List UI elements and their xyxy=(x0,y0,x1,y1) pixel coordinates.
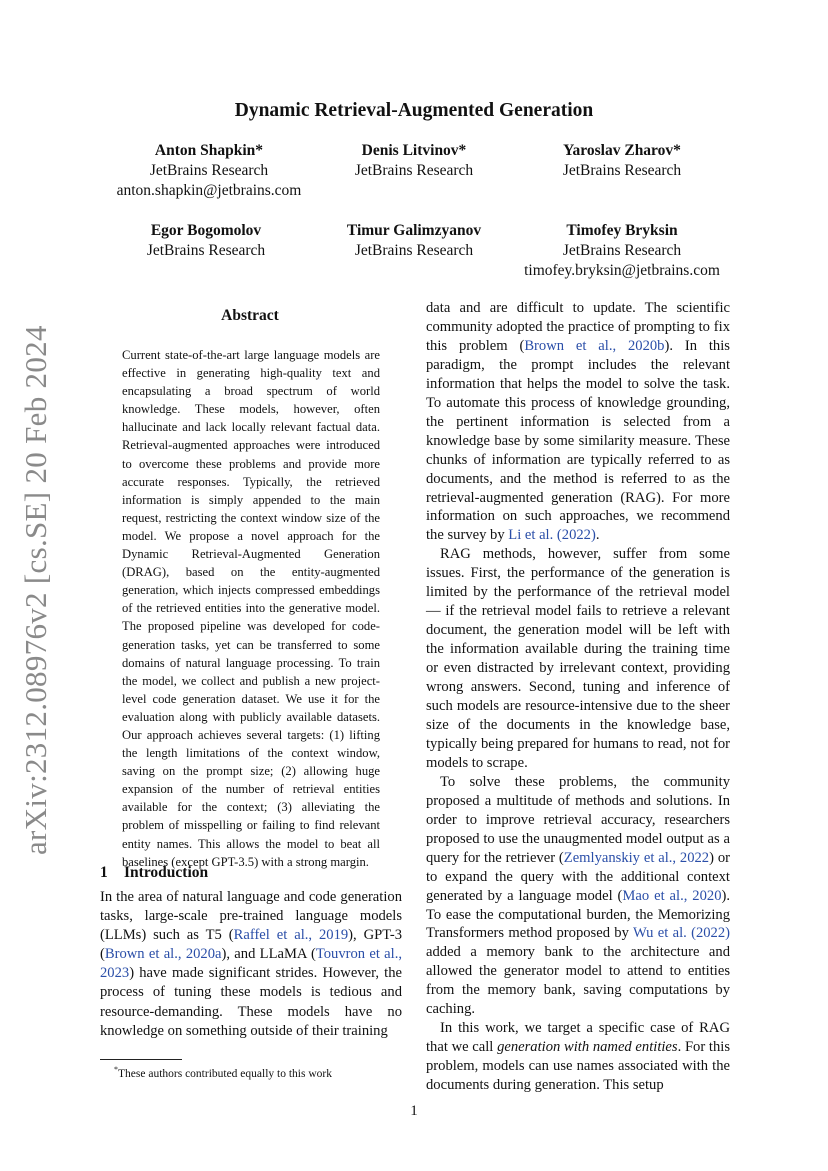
citation-link[interactable]: Li et al. (2022) xyxy=(508,527,596,544)
text-run: ), and LLaMA ( xyxy=(221,946,316,963)
text-run: . For this problem, models can use names associated with the documents during generation. This setup xyxy=(426,1039,730,1094)
text-run: data and are difficult to update. The scientific community adopted the practice of prompting to fix this problem ( xyxy=(426,300,730,354)
author-block xyxy=(502,141,742,181)
author-affiliation: JetBrains Research xyxy=(562,242,682,259)
right-column xyxy=(426,299,730,1095)
author-affiliation: JetBrains Research xyxy=(354,242,474,259)
abstract-heading: Abstract xyxy=(221,307,279,324)
section-heading xyxy=(100,864,208,882)
emphasis-term: generation with named entities xyxy=(497,1039,678,1056)
citation-link[interactable]: Touvron et al., 2023 xyxy=(100,946,403,982)
author-affiliation: JetBrains Research xyxy=(149,162,269,179)
author-block xyxy=(294,141,534,181)
author-block xyxy=(86,221,326,261)
author-block xyxy=(89,141,329,201)
arxiv-identifier: arXiv:2312.08976v2 [cs.SE] 20 Feb 2024 xyxy=(18,325,53,855)
author-block xyxy=(502,221,742,281)
author-affiliation: JetBrains Research xyxy=(146,242,266,259)
author-block xyxy=(294,221,534,261)
author-name: Yaroslav Zharov* xyxy=(563,142,681,159)
citation-link[interactable]: Mao et al., 2020 xyxy=(622,887,722,904)
text-run: ). In this paradigm, the prompt includes the relevant information that helps the model to solve the task. To automate this process of knowledge grounding, the pertinent information is selected from a knowledge base by some similarity measure. These chunks of information are typically referred to as documents, and the method is referred to as the retrieval-augmented generation (RAG). For more information on such approaches, we recommend the survey by xyxy=(426,337,730,544)
section-title: Introduction xyxy=(124,864,209,881)
intro-paragraph-1 xyxy=(100,888,402,1041)
author-name: Timofey Bryksin xyxy=(566,222,678,239)
text-run: ), GPT-3 ( xyxy=(100,927,402,963)
footnote-divider xyxy=(100,1059,182,1060)
text-run: ) or to expand the query with the additional context generated by a language model ( xyxy=(426,849,730,904)
text-run: ). To ease the computational burden, the Memorizing Transformers method proposed by xyxy=(426,887,731,942)
page-number: 1 xyxy=(410,1103,418,1119)
author-affiliation: JetBrains Research xyxy=(354,162,474,179)
author-email: timofey.bryksin@jetbrains.com xyxy=(524,262,720,279)
author-name: Denis Litvinov* xyxy=(361,142,467,159)
paper-title: Dynamic Retrieval-Augmented Generation xyxy=(234,100,594,121)
text-run: . xyxy=(595,527,600,544)
text-run: To solve these problems, the community proposed a multitude of methods and solutions. In order to improve retrieval accuracy, researchers proposed to use the unaugmented model output as a query for the retriever ( xyxy=(426,773,730,866)
citation-link[interactable]: Wu et al. (2022) xyxy=(632,925,730,942)
text-run: ) have made significant strides. However, the process of tuning these models is tedious and resource-demanding. These models have no knowledge on something outside of their training xyxy=(100,965,402,1039)
author-email: anton.shapkin@jetbrains.com xyxy=(116,182,302,199)
author-name: Timur Galimzyanov xyxy=(346,222,482,239)
citation-link[interactable]: Brown et al., 2020a xyxy=(104,946,222,963)
text-run: In this work, we target a specific case of RAG that we call xyxy=(426,1020,730,1056)
intro-paragraph-5 xyxy=(426,1019,730,1095)
author-name: Egor Bogomolov xyxy=(150,222,262,239)
footnote-mark: * xyxy=(114,1065,118,1074)
intro-paragraph-3: RAG methods, however, suffer from some issues. First, the performance of the generation is limited by the performance of the retrieval model — if the retrieval model fails to retrieve a relevant document, the generation model will be left with the information available during the training time or even distracted by irrelevant context, providing wrong answers. Second, tuning and inference of such models are resource-intensive due to the sheer size of the documents in the knowledge base, typically being prepared for humans to read, not for models to scrape. xyxy=(426,546,730,771)
intro-paragraph-4 xyxy=(426,773,730,1019)
abstract-text: Current state-of-the-art large language models are effective in generating high-quality text and encapsulating a broad spectrum of world knowledge. These models, however, often hallucinate and lack locally relevant factual data. Retrieval-augmented approaches were introduced to overcome these problems and provide more accurate responses. Typically, the retrieved information is simply appended to the main request, restricting the context window size of the model. We propose a novel approach for the Dynamic Retrieval-Augmented Generation (DRAG), based on the entity-augmented generation, which injects compressed embeddings of the retrieved entities into the generative model. The proposed pipeline was developed for code-generation tasks, yet can be transferred to some domains of natural language processing. To train the model, we collect and publish a new project-level code generation dataset. We use it for the evaluation along with publicly available datasets. Our approach achieves several targets: (1) lifting the length limitations of the context window, saving on the prompt size; (2) allowing huge expansion of the number of retrieval entities available for the context; (3) alleviating the problem of misspelling or failing to find relevant entity names. This allows the model to beat all baselines (except GPT-3.5) with a strong margin. xyxy=(122,348,380,869)
section-number: 1 xyxy=(100,864,108,881)
citation-link[interactable]: Brown et al., 2020b xyxy=(524,337,665,354)
footnote xyxy=(114,1063,332,1081)
intro-paragraph-2 xyxy=(426,299,730,545)
author-affiliation: JetBrains Research xyxy=(562,162,682,179)
author-name: Anton Shapkin* xyxy=(154,142,264,159)
citation-link[interactable]: Raffel et al., 2019 xyxy=(233,927,349,944)
text-run: In the area of natural language and code generation tasks, large-scale pre-trained language models (LLMs) such as T5 ( xyxy=(100,889,402,944)
text-run: added a memory bank to the architecture and allowed the generator model to attend to entities from the memory bank, saving computations by caching. xyxy=(426,944,730,1018)
footnote-text: These authors contributed equally to this work xyxy=(118,1067,332,1080)
citation-link[interactable]: Zemlyanskiy et al., 2022 xyxy=(563,849,710,866)
